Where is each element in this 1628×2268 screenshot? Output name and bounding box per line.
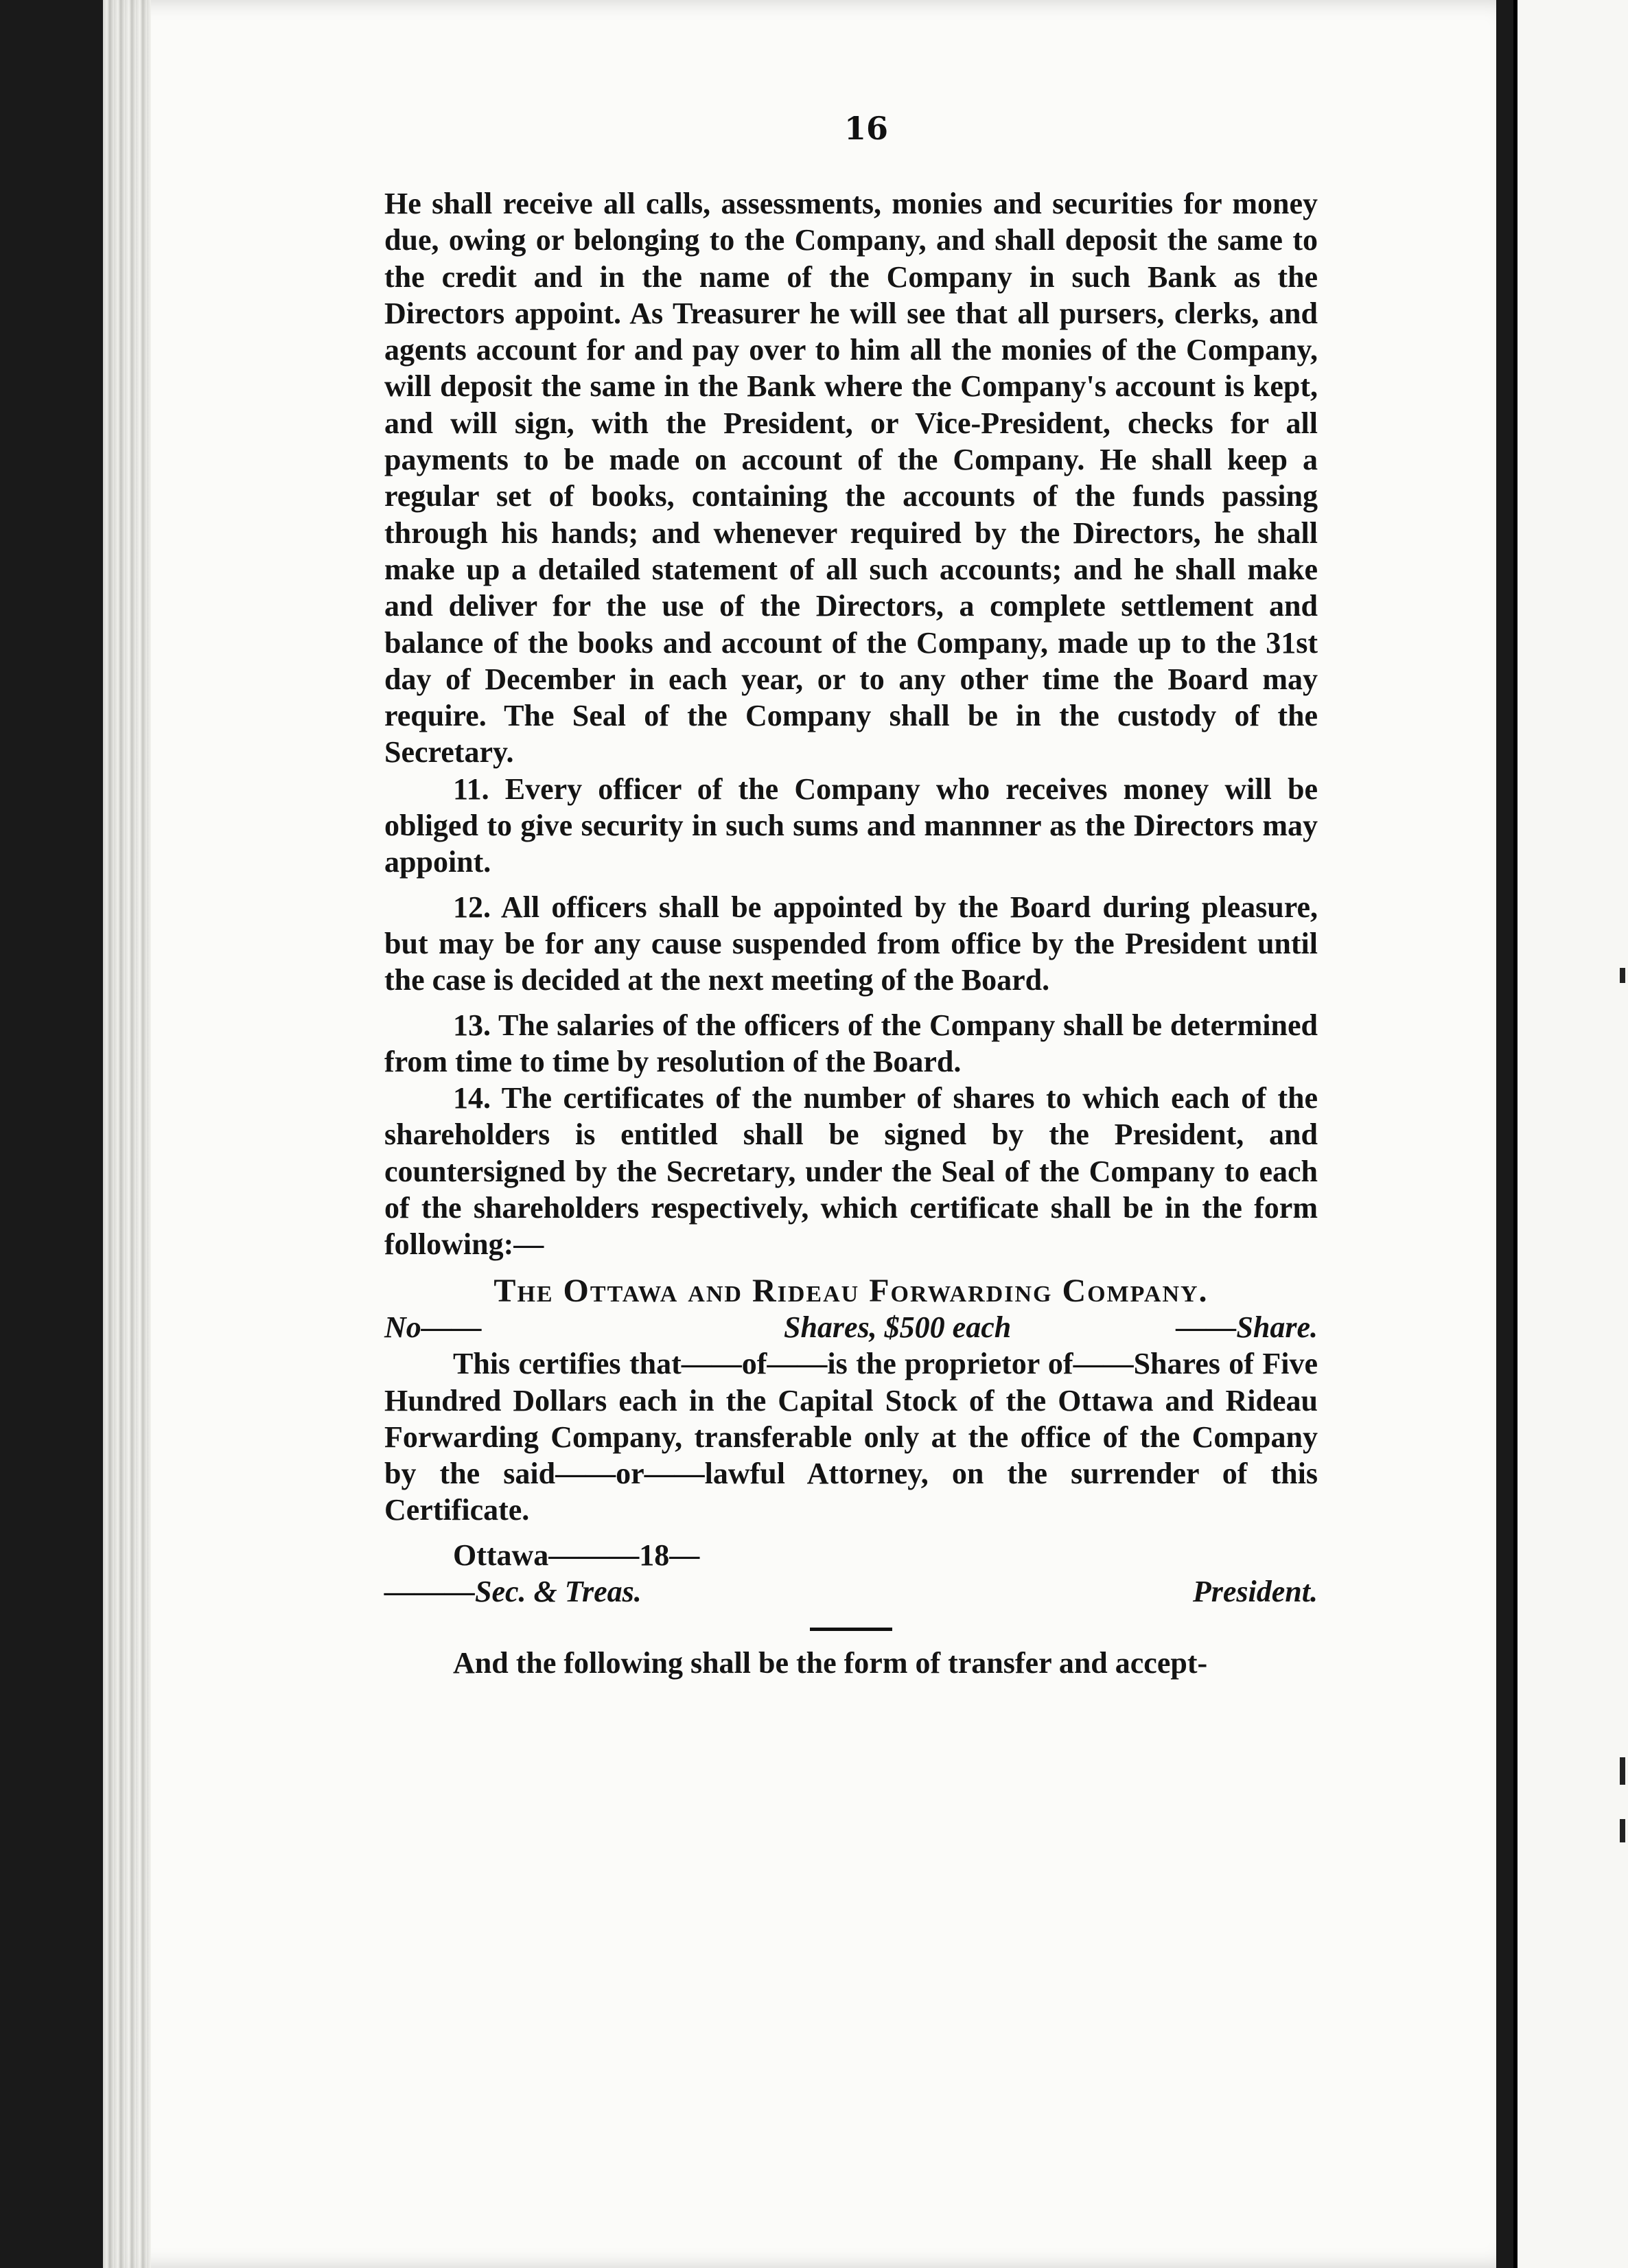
secretary-treasurer-signature: ———Sec. & Treas.	[384, 1574, 642, 1608]
closing-line: And the following shall be the form of transfer and accept-	[453, 1646, 1208, 1680]
certificate-share-label: ——Share.	[1176, 1310, 1318, 1344]
paragraph-12: 12. All officers shall be appointed by the Board during pleasure, but may be for any cause suspended from office by the President until the case is decided at the next meeting of the Board.	[384, 890, 1318, 997]
adjacent-page-edge	[1513, 0, 1628, 2268]
page-number: 16	[844, 110, 889, 147]
paragraph-13: 13. The salaries of the officers of the Company shall be determined from time to time by resolution of the Board.	[384, 1008, 1318, 1078]
paragraph-11: 11. Every officer of the Company who receives money will be obliged to give security in such sums and mannner as the Directors may appoint.	[384, 772, 1318, 879]
ink-speck	[1620, 1819, 1625, 1842]
paragraph-treasurer-duties: He shall receive all calls, assessments, monies and securities for money due, owing or belonging to the Company, and shall deposit the same to the credit and in the name of the Company in such Bank as the Directors appoint. As Treasurer he will see that all pursers, clerks, and agents account for and pay over to him all the monies of the Company, will deposit the same in the Bank where the Company's account is kept, and will sign, with the President, or Vice-President, checks for all payments to be made on account of the Company. He shall keep a regular set of books, containing the accounts of the funds passing through his hands; and whenever required by the Directors, he shall make up a detailed statement of all such accounts; and he shall make and deliver for the use of the Directors, a complete settlement and balance of the books and account of the Company, made up to the 31st day of December in each year, or to any other time the Board may require. The Seal of the Company shall be in the custody of the Secretary.	[384, 187, 1318, 769]
certificate-no-label: No——	[384, 1310, 482, 1344]
ink-speck	[1620, 1757, 1625, 1785]
ink-speck	[1620, 968, 1625, 983]
page-body	[384, 185, 1318, 1682]
certificate-title: The Ottawa and Rideau Forwarding Company.	[493, 1272, 1209, 1309]
certificate-body: This certifies that——of——is the proprietor of——Shares of Five Hundred Dollars each in the Capital Stock of the Ottawa and Rideau Forwarding Company, transferable only at the office of the Company by the said——or——lawful Attorney, on the surrender of this Certificate.	[384, 1347, 1318, 1527]
paragraph-14: 14. The certificates of the number of shares to which each of the shareholders is entitled shall be signed by the President, and countersigned by the Secretary, under the Seal of the Company to each of the shareholders respectively, which certificate shall be in the form following:—	[384, 1081, 1318, 1262]
certificate-signature-row	[384, 1573, 1318, 1610]
certificate-date-line: Ottawa———18—	[453, 1538, 700, 1572]
certificate-shares-label: Shares, $500 each	[783, 1310, 1012, 1344]
certificate-number-row	[384, 1309, 1318, 1345]
president-signature: President.	[1192, 1574, 1318, 1608]
section-divider	[810, 1628, 892, 1631]
binding-gutter	[103, 0, 151, 2268]
